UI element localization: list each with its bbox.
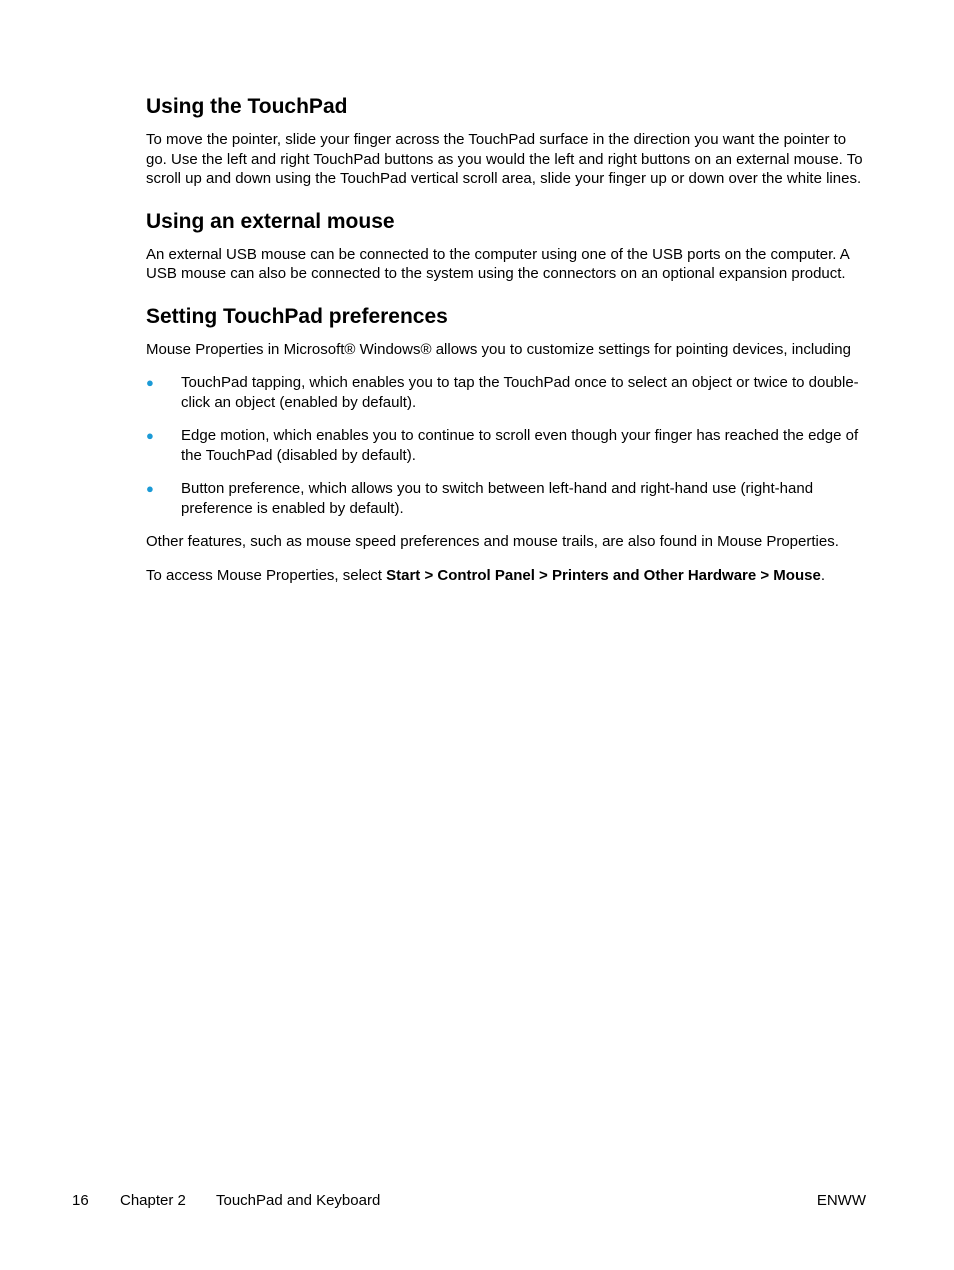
access-menu-path: Start > Control Panel > Printers and Other Hardware > Mouse [386, 566, 821, 584]
list-item [146, 479, 866, 518]
paragraph-other-features: Other features, such as mouse speed preferences and mouse trails, are also found in Mouse Properties. [146, 533, 839, 550]
bullet-icon: ● [146, 428, 154, 443]
chapter-label: Chapter 2 [120, 1192, 186, 1209]
heading-using-touchpad: Using the TouchPad [146, 95, 348, 118]
list-item-text: TouchPad tapping, which enables you to tap the TouchPad once to select an object or twice to double-click an object (enabled by default). [181, 374, 859, 411]
bullet-icon: ● [146, 481, 154, 496]
list-item [146, 373, 866, 412]
heading-external-mouse: Using an external mouse [146, 209, 395, 233]
list-item-text: Button preference, which allows you to switch between left-hand and right-hand use (right-hand preference is enabled by default). [181, 480, 814, 517]
list-item [146, 426, 866, 465]
section-touchpad-preferences [146, 304, 866, 586]
paragraph-using-touchpad: To move the pointer, slide your finger across the TouchPad surface in the direction you want the pointer to go. Use the left and right TouchPad buttons as you would the left and right buttons on an external mouse. To scroll up and down using the TouchPad vertical scroll area, slide your finger up or down over the white lines. [146, 131, 863, 187]
list-item-text: Edge motion, which enables you to continue to scroll even though your finger has reached the edge of the TouchPad (disabled by default). [181, 427, 859, 464]
chapter-title: TouchPad and Keyboard [216, 1192, 381, 1209]
paragraph-external-mouse: An external USB mouse can be connected to the computer using one of the USB ports on the computer. A USB mouse can also be connected to the system using the connectors on an optional expansion product. [146, 245, 849, 282]
section-using-touchpad [146, 94, 866, 189]
heading-touchpad-preferences: Setting TouchPad preferences [146, 304, 448, 328]
page-number: 16 [72, 1192, 89, 1209]
edition-code: ENWW [816, 1192, 866, 1209]
page-content [146, 94, 866, 599]
access-prefix: To access Mouse Properties, select [146, 566, 387, 584]
section-external-mouse [146, 209, 866, 284]
paragraph-preferences-intro: Mouse Properties in Microsoft® Windows® allows you to customize settings for pointing devices, including [146, 340, 851, 358]
bullet-icon: ● [146, 375, 154, 390]
paragraph-access-instructions [146, 566, 866, 586]
preferences-list [146, 373, 866, 518]
access-suffix: . [820, 566, 825, 584]
